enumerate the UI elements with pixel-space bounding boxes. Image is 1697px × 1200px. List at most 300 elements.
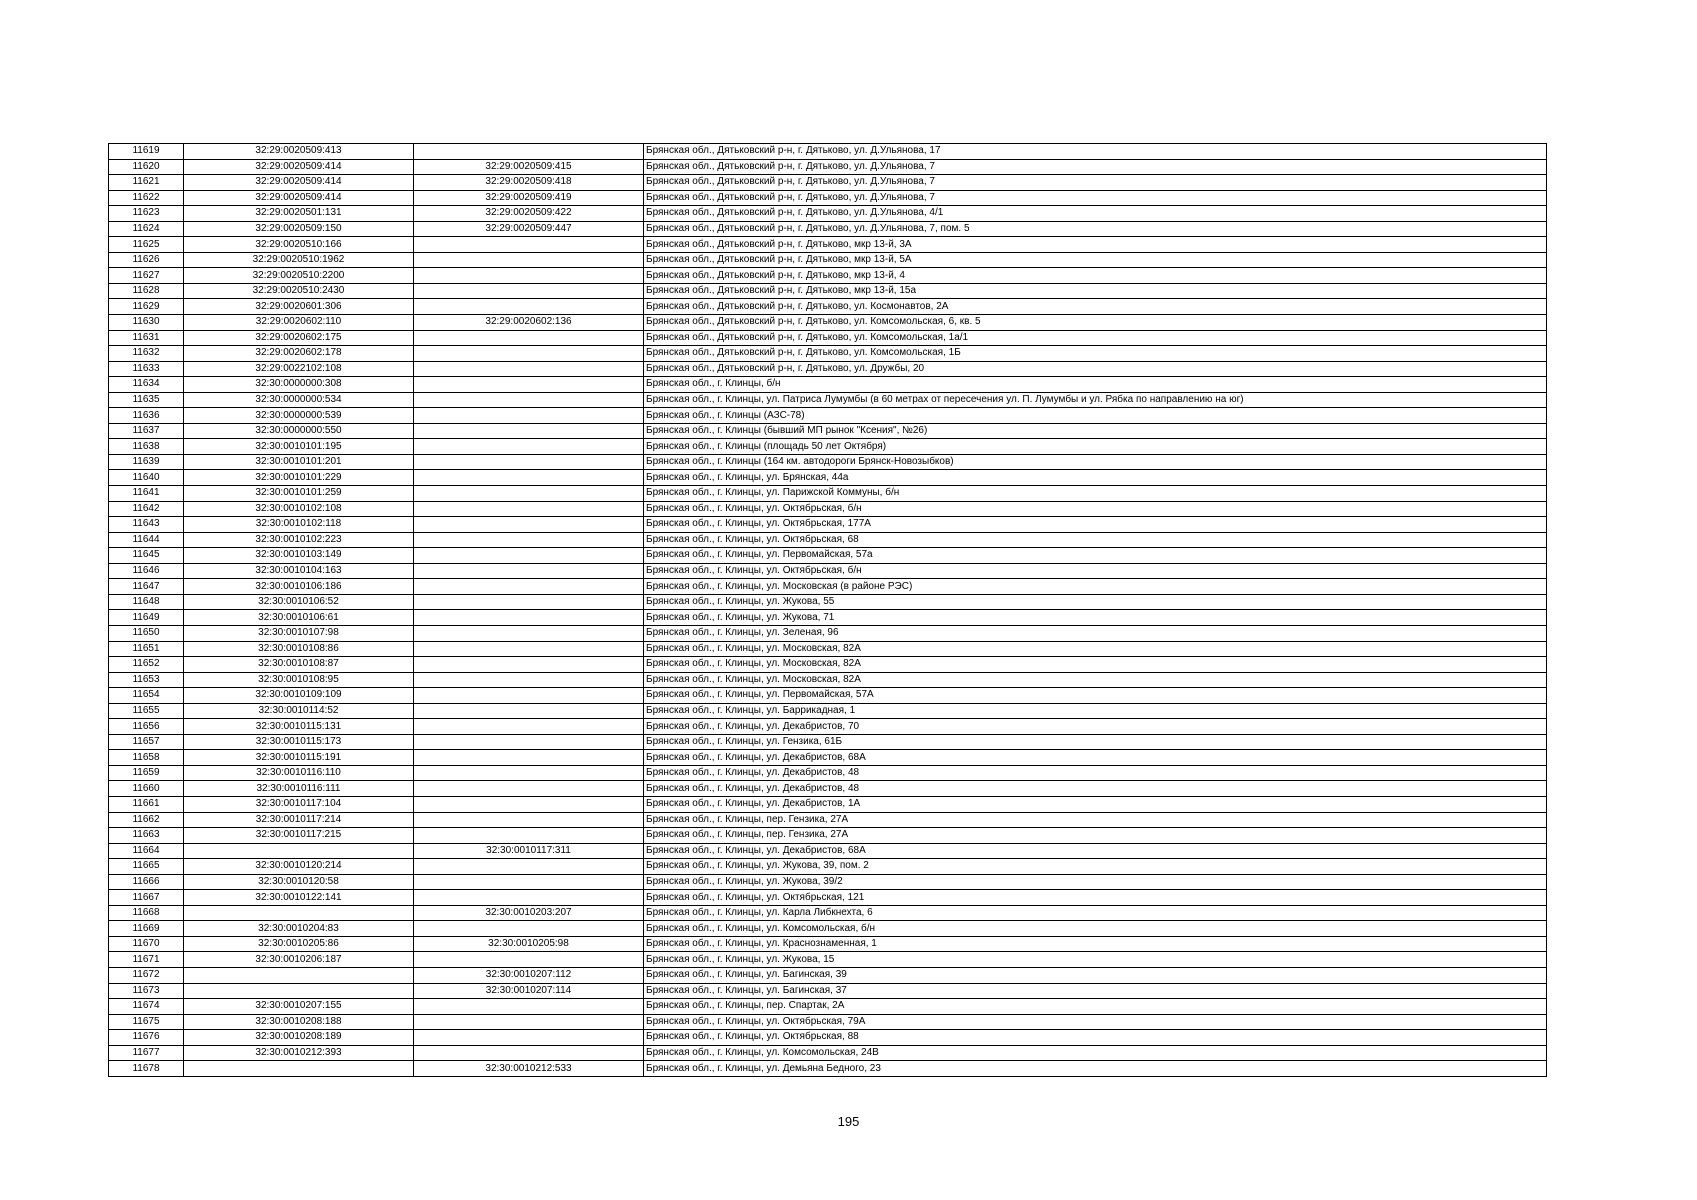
table-row bbox=[109, 859, 1547, 875]
related-cadastral-number-cell bbox=[414, 144, 644, 160]
related-cadastral-number-cell bbox=[414, 283, 644, 299]
address-cell: Брянская обл., г. Клинцы, ул. Зеленая, 96 bbox=[644, 625, 1547, 641]
cadastral-number-cell: 32:30:0010103:149 bbox=[184, 548, 414, 564]
cadastral-number-cell bbox=[184, 843, 414, 859]
table-row bbox=[109, 299, 1547, 315]
row-number-cell: 11651 bbox=[109, 641, 184, 657]
table-row bbox=[109, 594, 1547, 610]
cadastral-number-cell: 32:30:0010108:86 bbox=[184, 641, 414, 657]
row-number-cell: 11633 bbox=[109, 361, 184, 377]
cadastral-number-cell: 32:29:0020510:1962 bbox=[184, 252, 414, 268]
row-number-cell: 11669 bbox=[109, 921, 184, 937]
cadastral-number-cell: 32:30:0010106:52 bbox=[184, 594, 414, 610]
cadastral-number-cell: 32:30:0010101:259 bbox=[184, 486, 414, 502]
address-cell: Брянская обл., г. Клинцы, ул. Жукова, 39, пом. 2 bbox=[644, 859, 1547, 875]
related-cadastral-number-cell bbox=[414, 579, 644, 595]
related-cadastral-number-cell: 32:30:0010207:114 bbox=[414, 983, 644, 999]
related-cadastral-number-cell bbox=[414, 268, 644, 284]
address-cell: Брянская обл., г. Клинцы, ул. Октябрьская, 88 bbox=[644, 1030, 1547, 1046]
related-cadastral-number-cell: 32:29:0020509:415 bbox=[414, 159, 644, 175]
cadastral-number-cell: 32:30:0000000:550 bbox=[184, 423, 414, 439]
table-row bbox=[109, 377, 1547, 393]
table-row bbox=[109, 346, 1547, 362]
row-number-cell: 11627 bbox=[109, 268, 184, 284]
address-cell: Брянская обл., г. Клинцы, пер. Гензика, 27А bbox=[644, 828, 1547, 844]
table-row bbox=[109, 548, 1547, 564]
related-cadastral-number-cell bbox=[414, 859, 644, 875]
address-cell: Брянская обл., г. Клинцы, ул. Декабристов, 70 bbox=[644, 719, 1547, 735]
related-cadastral-number-cell bbox=[414, 486, 644, 502]
table-row bbox=[109, 610, 1547, 626]
address-cell: Брянская обл., г. Клинцы, ул. Московская, 82А bbox=[644, 672, 1547, 688]
related-cadastral-number-cell bbox=[414, 237, 644, 253]
row-number-cell: 11660 bbox=[109, 781, 184, 797]
cadastral-number-cell: 32:30:0010107:98 bbox=[184, 625, 414, 641]
related-cadastral-number-cell: 32:29:0020602:136 bbox=[414, 315, 644, 331]
related-cadastral-number-cell bbox=[414, 392, 644, 408]
related-cadastral-number-cell bbox=[414, 688, 644, 704]
address-cell: Брянская обл., г. Клинцы, б/н bbox=[644, 377, 1547, 393]
table-row bbox=[109, 719, 1547, 735]
row-number-cell: 11644 bbox=[109, 532, 184, 548]
cadastral-number-cell: 32:30:0010205:86 bbox=[184, 936, 414, 952]
table-row bbox=[109, 408, 1547, 424]
cadastral-number-cell: 32:30:0010116:110 bbox=[184, 765, 414, 781]
related-cadastral-number-cell: 32:30:0010212:533 bbox=[414, 1061, 644, 1077]
row-number-cell: 11665 bbox=[109, 859, 184, 875]
cadastral-number-cell: 32:30:0010122:141 bbox=[184, 890, 414, 906]
address-cell: Брянская обл., Дятьковский р-н, г. Дятьково, ул. Д.Ульянова, 4/1 bbox=[644, 206, 1547, 222]
related-cadastral-number-cell bbox=[414, 703, 644, 719]
related-cadastral-number-cell bbox=[414, 781, 644, 797]
row-number-cell: 11645 bbox=[109, 548, 184, 564]
address-cell: Брянская обл., г. Клинцы, ул. Октябрьская, б/н bbox=[644, 501, 1547, 517]
row-number-cell: 11640 bbox=[109, 470, 184, 486]
cadastral-number-cell bbox=[184, 967, 414, 983]
table-row bbox=[109, 144, 1547, 160]
related-cadastral-number-cell bbox=[414, 734, 644, 750]
cadastral-number-cell: 32:30:0010109:109 bbox=[184, 688, 414, 704]
table-row bbox=[109, 1014, 1547, 1030]
cadastral-number-cell: 32:29:0022102:108 bbox=[184, 361, 414, 377]
row-number-cell: 11636 bbox=[109, 408, 184, 424]
row-number-cell: 11664 bbox=[109, 843, 184, 859]
cadastral-number-cell: 32:30:0010208:189 bbox=[184, 1030, 414, 1046]
table-row bbox=[109, 828, 1547, 844]
table-row bbox=[109, 361, 1547, 377]
row-number-cell: 11639 bbox=[109, 454, 184, 470]
cadastral-number-cell: 32:29:0020602:178 bbox=[184, 346, 414, 362]
address-cell: Брянская обл., г. Клинцы, ул. Октябрьская, 68 bbox=[644, 532, 1547, 548]
cadastral-number-cell: 32:30:0010117:215 bbox=[184, 828, 414, 844]
address-cell: Брянская обл., Дятьковский р-н, г. Дятьково, ул. Д.Ульянова, 7, пом. 5 bbox=[644, 221, 1547, 237]
table-row bbox=[109, 470, 1547, 486]
cadastral-number-cell: 32:29:0020601:306 bbox=[184, 299, 414, 315]
row-number-cell: 11671 bbox=[109, 952, 184, 968]
table-row bbox=[109, 283, 1547, 299]
address-cell: Брянская обл., г. Клинцы, ул. Брянская, 44а bbox=[644, 470, 1547, 486]
row-number-cell: 11642 bbox=[109, 501, 184, 517]
row-number-cell: 11621 bbox=[109, 175, 184, 191]
cadastral-number-cell: 32:30:0010116:111 bbox=[184, 781, 414, 797]
cadastral-number-cell: 32:30:0010117:214 bbox=[184, 812, 414, 828]
address-cell: Брянская обл., г. Клинцы, ул. Парижской Коммуны, б/н bbox=[644, 486, 1547, 502]
row-number-cell: 11666 bbox=[109, 874, 184, 890]
related-cadastral-number-cell bbox=[414, 563, 644, 579]
cadastral-number-cell: 32:30:0010117:104 bbox=[184, 796, 414, 812]
table-row bbox=[109, 206, 1547, 222]
table-row bbox=[109, 1030, 1547, 1046]
related-cadastral-number-cell bbox=[414, 874, 644, 890]
address-cell: Брянская обл., г. Клинцы, ул. Жукова, 71 bbox=[644, 610, 1547, 626]
cadastral-number-cell bbox=[184, 905, 414, 921]
row-number-cell: 11646 bbox=[109, 563, 184, 579]
address-cell: Брянская обл., Дятьковский р-н, г. Дятьково, ул. Комсомольская, 1Б bbox=[644, 346, 1547, 362]
row-number-cell: 11653 bbox=[109, 672, 184, 688]
cadastral-number-cell: 32:29:0020510:166 bbox=[184, 237, 414, 253]
related-cadastral-number-cell: 32:30:0010205:98 bbox=[414, 936, 644, 952]
row-number-cell: 11672 bbox=[109, 967, 184, 983]
related-cadastral-number-cell bbox=[414, 796, 644, 812]
cadastral-number-cell: 32:29:0020509:413 bbox=[184, 144, 414, 160]
table-row bbox=[109, 563, 1547, 579]
table-row bbox=[109, 252, 1547, 268]
cadastral-number-cell: 32:29:0020602:110 bbox=[184, 315, 414, 331]
table-row bbox=[109, 812, 1547, 828]
related-cadastral-number-cell bbox=[414, 1045, 644, 1061]
cadastral-number-cell: 32:30:0010115:191 bbox=[184, 750, 414, 766]
table-row bbox=[109, 936, 1547, 952]
cadastral-number-cell: 32:30:0010212:393 bbox=[184, 1045, 414, 1061]
related-cadastral-number-cell: 32:29:0020509:418 bbox=[414, 175, 644, 191]
table-row bbox=[109, 532, 1547, 548]
address-cell: Брянская обл., г. Клинцы, ул. Декабристов, 48 bbox=[644, 765, 1547, 781]
row-number-cell: 11634 bbox=[109, 377, 184, 393]
related-cadastral-number-cell bbox=[414, 1014, 644, 1030]
cadastral-number-cell: 32:30:0000000:534 bbox=[184, 392, 414, 408]
table-row bbox=[109, 905, 1547, 921]
row-number-cell: 11630 bbox=[109, 315, 184, 331]
table-row bbox=[109, 657, 1547, 673]
cadastral-number-cell: 32:29:0020510:2200 bbox=[184, 268, 414, 284]
table-row bbox=[109, 486, 1547, 502]
row-number-cell: 11657 bbox=[109, 734, 184, 750]
table-row bbox=[109, 921, 1547, 937]
cadastral-number-cell bbox=[184, 1061, 414, 1077]
cadastral-number-cell: 32:29:0020510:2430 bbox=[184, 283, 414, 299]
cadastral-number-cell bbox=[184, 983, 414, 999]
address-cell: Брянская обл., г. Клинцы, пер. Спартак, 2А bbox=[644, 999, 1547, 1015]
related-cadastral-number-cell: 32:30:0010117:311 bbox=[414, 843, 644, 859]
property-register-table bbox=[108, 143, 1547, 1077]
related-cadastral-number-cell bbox=[414, 252, 644, 268]
address-cell: Брянская обл., Дятьковский р-н, г. Дятьково, мкр 13-й, 4 bbox=[644, 268, 1547, 284]
address-cell: Брянская обл., Дятьковский р-н, г. Дятьково, мкр 13-й, 3А bbox=[644, 237, 1547, 253]
address-cell: Брянская обл., г. Клинцы, ул. Жукова, 55 bbox=[644, 594, 1547, 610]
row-number-cell: 11654 bbox=[109, 688, 184, 704]
row-number-cell: 11676 bbox=[109, 1030, 184, 1046]
related-cadastral-number-cell: 32:30:0010203:207 bbox=[414, 905, 644, 921]
row-number-cell: 11623 bbox=[109, 206, 184, 222]
address-cell: Брянская обл., Дятьковский р-н, г. Дятьково, ул. Д.Ульянова, 17 bbox=[644, 144, 1547, 160]
related-cadastral-number-cell bbox=[414, 330, 644, 346]
row-number-cell: 11647 bbox=[109, 579, 184, 595]
table-row bbox=[109, 641, 1547, 657]
row-number-cell: 11670 bbox=[109, 936, 184, 952]
address-cell: Брянская обл., г. Клинцы, ул. Декабристов, 68А bbox=[644, 843, 1547, 859]
table-row bbox=[109, 967, 1547, 983]
row-number-cell: 11628 bbox=[109, 283, 184, 299]
address-cell: Брянская обл., г. Клинцы, пер. Гензика, 27А bbox=[644, 812, 1547, 828]
address-cell: Брянская обл., г. Клинцы, ул. Багинская, 39 bbox=[644, 967, 1547, 983]
row-number-cell: 11662 bbox=[109, 812, 184, 828]
address-cell: Брянская обл., г. Клинцы, ул. Декабристов, 68А bbox=[644, 750, 1547, 766]
row-number-cell: 11622 bbox=[109, 190, 184, 206]
related-cadastral-number-cell bbox=[414, 1030, 644, 1046]
address-cell: Брянская обл., г. Клинцы, ул. Московская (в районе РЭС) bbox=[644, 579, 1547, 595]
table-row bbox=[109, 517, 1547, 533]
related-cadastral-number-cell bbox=[414, 750, 644, 766]
row-number-cell: 11656 bbox=[109, 719, 184, 735]
related-cadastral-number-cell bbox=[414, 517, 644, 533]
row-number-cell: 11652 bbox=[109, 657, 184, 673]
related-cadastral-number-cell bbox=[414, 299, 644, 315]
table-row bbox=[109, 734, 1547, 750]
row-number-cell: 11635 bbox=[109, 392, 184, 408]
cadastral-number-cell: 32:30:0010120:58 bbox=[184, 874, 414, 890]
row-number-cell: 11658 bbox=[109, 750, 184, 766]
row-number-cell: 11678 bbox=[109, 1061, 184, 1077]
table-row bbox=[109, 330, 1547, 346]
row-number-cell: 11638 bbox=[109, 439, 184, 455]
address-cell: Брянская обл., г. Клинцы, ул. Октябрьская, б/н bbox=[644, 563, 1547, 579]
cadastral-number-cell: 32:29:0020509:150 bbox=[184, 221, 414, 237]
related-cadastral-number-cell bbox=[414, 672, 644, 688]
cadastral-number-cell: 32:30:0010206:187 bbox=[184, 952, 414, 968]
cadastral-number-cell: 32:30:0010102:108 bbox=[184, 501, 414, 517]
row-number-cell: 11626 bbox=[109, 252, 184, 268]
related-cadastral-number-cell bbox=[414, 812, 644, 828]
address-cell: Брянская обл., Дятьковский р-н, г. Дятьково, мкр 13-й, 15а bbox=[644, 283, 1547, 299]
table-row bbox=[109, 750, 1547, 766]
address-cell: Брянская обл., г. Клинцы, ул. Краснознаменная, 1 bbox=[644, 936, 1547, 952]
address-cell: Брянская обл., г. Клинцы, ул. Патриса Лумумбы (в 60 метрах от пересечения ул. П. Лумумбы и ул. Рябка по направлению на юг) bbox=[644, 392, 1547, 408]
address-cell: Брянская обл., г. Клинцы, ул. Московская, 82А bbox=[644, 641, 1547, 657]
related-cadastral-number-cell bbox=[414, 594, 644, 610]
address-cell: Брянская обл., г. Клинцы, ул. Московская, 82А bbox=[644, 657, 1547, 673]
cadastral-number-cell: 32:30:0000000:539 bbox=[184, 408, 414, 424]
row-number-cell: 11677 bbox=[109, 1045, 184, 1061]
table-row bbox=[109, 703, 1547, 719]
cadastral-number-cell: 32:29:0020509:414 bbox=[184, 190, 414, 206]
related-cadastral-number-cell bbox=[414, 377, 644, 393]
address-cell: Брянская обл., г. Клинцы, ул. Багинская, 37 bbox=[644, 983, 1547, 999]
table-row bbox=[109, 983, 1547, 999]
related-cadastral-number-cell bbox=[414, 439, 644, 455]
cadastral-number-cell: 32:30:0010106:186 bbox=[184, 579, 414, 595]
table-row bbox=[109, 423, 1547, 439]
address-cell: Брянская обл., г. Клинцы, ул. Жукова, 15 bbox=[644, 952, 1547, 968]
cadastral-number-cell: 32:30:0010207:155 bbox=[184, 999, 414, 1015]
cadastral-number-cell: 32:30:0010101:201 bbox=[184, 454, 414, 470]
cadastral-number-cell: 32:30:0010114:52 bbox=[184, 703, 414, 719]
table-row bbox=[109, 796, 1547, 812]
table-row bbox=[109, 999, 1547, 1015]
address-cell: Брянская обл., г. Клинцы, ул. Октябрьская, 177А bbox=[644, 517, 1547, 533]
row-number-cell: 11655 bbox=[109, 703, 184, 719]
table-row bbox=[109, 874, 1547, 890]
row-number-cell: 11663 bbox=[109, 828, 184, 844]
row-number-cell: 11673 bbox=[109, 983, 184, 999]
related-cadastral-number-cell bbox=[414, 828, 644, 844]
cadastral-number-cell: 32:29:0020509:414 bbox=[184, 159, 414, 175]
related-cadastral-number-cell bbox=[414, 719, 644, 735]
table-row bbox=[109, 765, 1547, 781]
address-cell: Брянская обл., Дятьковский р-н, г. Дятьково, ул. Комсомольская, 1а/1 bbox=[644, 330, 1547, 346]
related-cadastral-number-cell: 32:29:0020509:422 bbox=[414, 206, 644, 222]
related-cadastral-number-cell bbox=[414, 454, 644, 470]
address-cell: Брянская обл., Дятьковский р-н, г. Дятьково, ул. Д.Ульянова, 7 bbox=[644, 175, 1547, 191]
table-row bbox=[109, 237, 1547, 253]
cadastral-number-cell: 32:29:0020501:131 bbox=[184, 206, 414, 222]
cadastral-number-cell: 32:30:0000000:308 bbox=[184, 377, 414, 393]
address-cell: Брянская обл., г. Клинцы (164 км. автодороги Брянск-Новозыбков) bbox=[644, 454, 1547, 470]
page-number: 195 bbox=[837, 1114, 860, 1129]
address-cell: Брянская обл., г. Клинцы, ул. Баррикадная, 1 bbox=[644, 703, 1547, 719]
related-cadastral-number-cell bbox=[414, 921, 644, 937]
cadastral-number-cell: 32:30:0010115:131 bbox=[184, 719, 414, 735]
cadastral-number-cell: 32:30:0010101:229 bbox=[184, 470, 414, 486]
table-row bbox=[109, 890, 1547, 906]
table-row bbox=[109, 579, 1547, 595]
address-cell: Брянская обл., г. Клинцы, ул. Октябрьская, 79А bbox=[644, 1014, 1547, 1030]
related-cadastral-number-cell: 32:29:0020509:447 bbox=[414, 221, 644, 237]
cadastral-number-cell: 32:30:0010102:223 bbox=[184, 532, 414, 548]
cadastral-number-cell: 32:29:0020602:175 bbox=[184, 330, 414, 346]
row-number-cell: 11631 bbox=[109, 330, 184, 346]
table-row bbox=[109, 1061, 1547, 1077]
row-number-cell: 11668 bbox=[109, 905, 184, 921]
table-row bbox=[109, 439, 1547, 455]
address-cell: Брянская обл., г. Клинцы, ул. Декабристов, 1А bbox=[644, 796, 1547, 812]
cadastral-number-cell: 32:30:0010104:163 bbox=[184, 563, 414, 579]
cadastral-number-cell: 32:30:0010208:188 bbox=[184, 1014, 414, 1030]
table-row bbox=[109, 843, 1547, 859]
table-row bbox=[109, 501, 1547, 517]
row-number-cell: 11649 bbox=[109, 610, 184, 626]
address-cell: Брянская обл., г. Клинцы, ул. Гензика, 61Б bbox=[644, 734, 1547, 750]
address-cell: Брянская обл., Дятьковский р-н, г. Дятьково, ул. Дружбы, 20 bbox=[644, 361, 1547, 377]
related-cadastral-number-cell bbox=[414, 999, 644, 1015]
related-cadastral-number-cell: 32:30:0010207:112 bbox=[414, 967, 644, 983]
address-cell: Брянская обл., г. Клинцы, ул. Первомайская, 57а bbox=[644, 548, 1547, 564]
related-cadastral-number-cell bbox=[414, 765, 644, 781]
table-row bbox=[109, 454, 1547, 470]
address-cell: Брянская обл., г. Клинцы, ул. Первомайская, 57А bbox=[644, 688, 1547, 704]
address-cell: Брянская обл., г. Клинцы, ул. Карла Либкнехта, 6 bbox=[644, 905, 1547, 921]
address-cell: Брянская обл., Дятьковский р-н, г. Дятьково, ул. Космонавтов, 2А bbox=[644, 299, 1547, 315]
row-number-cell: 11650 bbox=[109, 625, 184, 641]
row-number-cell: 11648 bbox=[109, 594, 184, 610]
table-row bbox=[109, 1045, 1547, 1061]
row-number-cell: 11629 bbox=[109, 299, 184, 315]
related-cadastral-number-cell: 32:29:0020509:419 bbox=[414, 190, 644, 206]
cadastral-number-cell: 32:30:0010102:118 bbox=[184, 517, 414, 533]
related-cadastral-number-cell bbox=[414, 610, 644, 626]
related-cadastral-number-cell bbox=[414, 657, 644, 673]
cadastral-number-cell: 32:30:0010108:95 bbox=[184, 672, 414, 688]
table-row bbox=[109, 268, 1547, 284]
table-row bbox=[109, 625, 1547, 641]
row-number-cell: 11675 bbox=[109, 1014, 184, 1030]
table-row bbox=[109, 781, 1547, 797]
row-number-cell: 11619 bbox=[109, 144, 184, 160]
related-cadastral-number-cell bbox=[414, 346, 644, 362]
related-cadastral-number-cell bbox=[414, 470, 644, 486]
table-row bbox=[109, 952, 1547, 968]
related-cadastral-number-cell bbox=[414, 548, 644, 564]
related-cadastral-number-cell bbox=[414, 361, 644, 377]
related-cadastral-number-cell bbox=[414, 532, 644, 548]
cadastral-number-cell: 32:30:0010120:214 bbox=[184, 859, 414, 875]
row-number-cell: 11674 bbox=[109, 999, 184, 1015]
address-cell: Брянская обл., Дятьковский р-н, г. Дятьково, ул. Д.Ульянова, 7 bbox=[644, 190, 1547, 206]
table-row bbox=[109, 315, 1547, 331]
row-number-cell: 11641 bbox=[109, 486, 184, 502]
table-row bbox=[109, 688, 1547, 704]
related-cadastral-number-cell bbox=[414, 423, 644, 439]
row-number-cell: 11637 bbox=[109, 423, 184, 439]
table-row bbox=[109, 159, 1547, 175]
address-cell: Брянская обл., г. Клинцы (АЗС-78) bbox=[644, 408, 1547, 424]
address-cell: Брянская обл., г. Клинцы, ул. Демьяна Бедного, 23 bbox=[644, 1061, 1547, 1077]
table-body bbox=[109, 144, 1547, 1077]
address-cell: Брянская обл., г. Клинцы, ул. Декабристов, 48 bbox=[644, 781, 1547, 797]
table-row bbox=[109, 175, 1547, 191]
related-cadastral-number-cell bbox=[414, 952, 644, 968]
table-row bbox=[109, 190, 1547, 206]
related-cadastral-number-cell bbox=[414, 501, 644, 517]
table-row bbox=[109, 672, 1547, 688]
cadastral-number-cell: 32:30:0010106:61 bbox=[184, 610, 414, 626]
related-cadastral-number-cell bbox=[414, 890, 644, 906]
row-number-cell: 11632 bbox=[109, 346, 184, 362]
related-cadastral-number-cell bbox=[414, 625, 644, 641]
address-cell: Брянская обл., г. Клинцы (площадь 50 лет Октября) bbox=[644, 439, 1547, 455]
address-cell: Брянская обл., Дятьковский р-н, г. Дятьково, ул. Комсомольская, 6, кв. 5 bbox=[644, 315, 1547, 331]
row-number-cell: 11667 bbox=[109, 890, 184, 906]
address-cell: Брянская обл., г. Клинцы, ул. Жукова, 39/2 bbox=[644, 874, 1547, 890]
row-number-cell: 11624 bbox=[109, 221, 184, 237]
address-cell: Брянская обл., г. Клинцы (бывший МП рынок "Ксения", №26) bbox=[644, 423, 1547, 439]
cadastral-number-cell: 32:29:0020509:414 bbox=[184, 175, 414, 191]
row-number-cell: 11643 bbox=[109, 517, 184, 533]
cadastral-number-cell: 32:30:0010204:83 bbox=[184, 921, 414, 937]
address-cell: Брянская обл., г. Клинцы, ул. Октябрьская, 121 bbox=[644, 890, 1547, 906]
address-cell: Брянская обл., г. Клинцы, ул. Комсомольская, б/н bbox=[644, 921, 1547, 937]
address-cell: Брянская обл., г. Клинцы, ул. Комсомольская, 24В bbox=[644, 1045, 1547, 1061]
cadastral-number-cell: 32:30:0010101:195 bbox=[184, 439, 414, 455]
row-number-cell: 11620 bbox=[109, 159, 184, 175]
related-cadastral-number-cell bbox=[414, 641, 644, 657]
cadastral-number-cell: 32:30:0010115:173 bbox=[184, 734, 414, 750]
row-number-cell: 11659 bbox=[109, 765, 184, 781]
row-number-cell: 11661 bbox=[109, 796, 184, 812]
table-row bbox=[109, 221, 1547, 237]
address-cell: Брянская обл., Дятьковский р-н, г. Дятьково, мкр 13-й, 5А bbox=[644, 252, 1547, 268]
table-row bbox=[109, 392, 1547, 408]
row-number-cell: 11625 bbox=[109, 237, 184, 253]
